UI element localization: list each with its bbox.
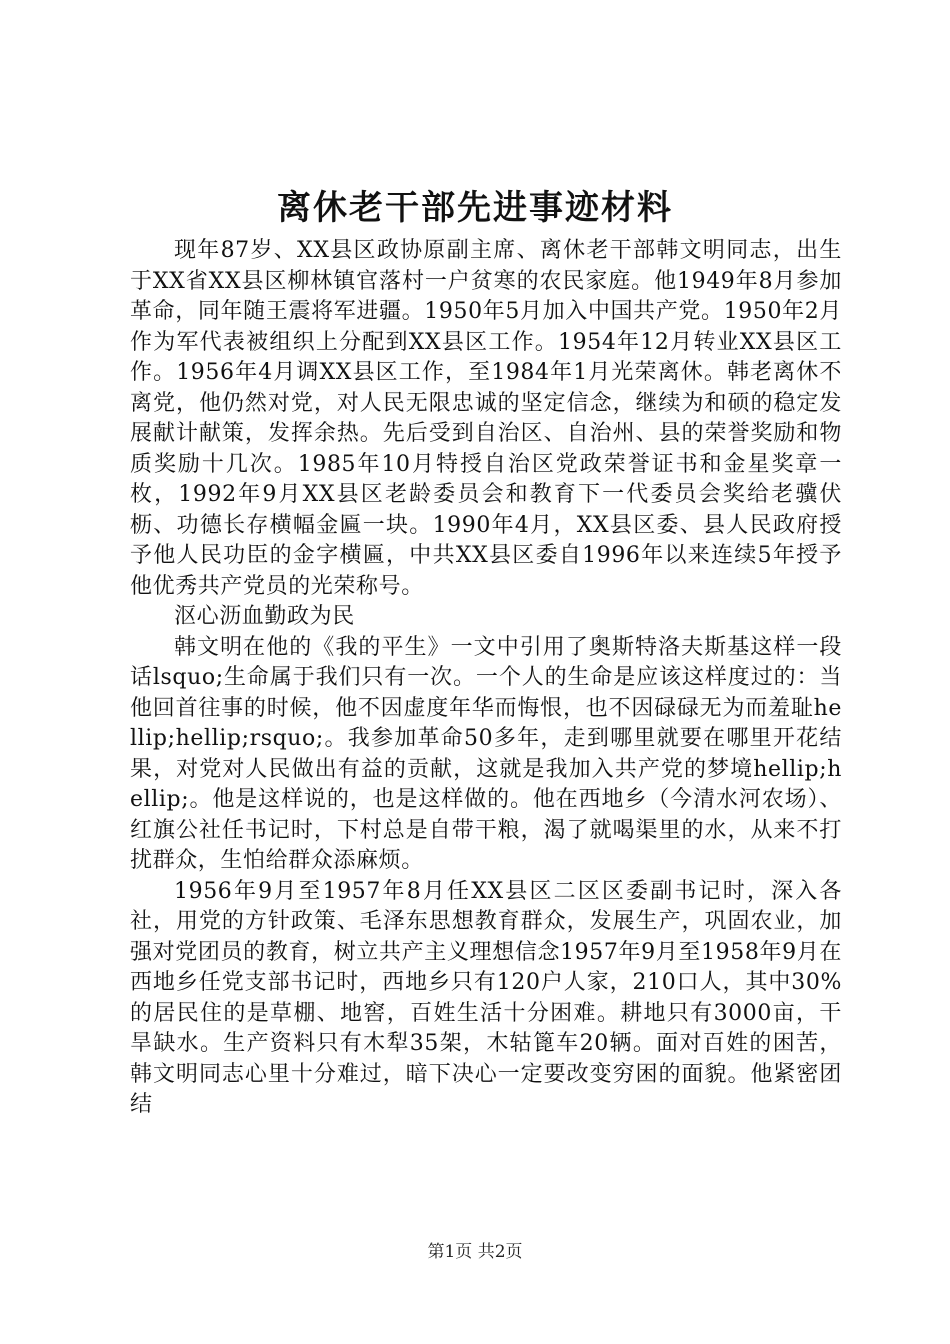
paragraph-intro: 现年87岁、XX县区政协原副主席、离休老干部韩文明同志，出生于XX省XX县区柳林镇官落村一户贫寒的农民家庭。他1949年8月参加革命，同年随王震将军进疆。1950年5月加入中国共产党。1950年2月作为军代表被组织上分配到XX县区工作。1954年12月转业XX县区工作。1956年4月调XX县区工作，至1984年1月光荣离休。韩老离休不离党，他仍然对党，对人民无限忠诚的坚定信念，继续为和硕的稳定发展献计献策，发挥余热。先后受到自治区、自治州、县的荣誉奖励和物质奖励十几次。1985年10月特授自治区党政荣誉证书和金星奖章一枚，1992年9月XX县区老龄委员会和教育下一代委员会奖给老骥伏枥、功德长存横幅金匾一块。1990年4月，XX县区委、县人民政府授予他人民功臣的金字横匾，中共XX县区委自1996年以来连续5年授予他优秀共产党员的光荣称号。 (130, 238, 842, 599)
paragraph-quote: 韩文明在他的《我的平生》一文中引用了奥斯特洛夫斯基这样一段话lsquo;生命属于我们只有一次。一个人的生命是应该这样度过的：当他回首往事的时候，他不因虚度年华而悔恨，也不因碌碌无为而羞耻hellip;hellip;rsquo;。我参加革命50多年，走到哪里就要在哪里开花结果，对党对人民做出有益的贡献，这就是我加入共产党的梦境hellip;hellip;。他是这样说的，也是这样做的。他在西地乡（今清水河农场）、红旗公社任书记时，下村总是自带干粮，渴了就喝渠里的水，从来不打扰群众，生怕给群众添麻烦。 (130, 634, 842, 873)
document-title: 离休老干部先进事迹材料 (277, 188, 673, 228)
page-number: 第1页 共2页 (427, 1242, 523, 1262)
section-heading: 沤心沥血勤政为民 (174, 604, 355, 629)
document-body (130, 236, 842, 1121)
paragraph-history: 1956年9月至1957年8月任XX县区二区区委副书记时，深入各社，用党的方针政策、毛泽东思想教育群众，发展生产，巩固农业，加强对党团员的教育，树立共产主义理想信念1957年9月至1958年9月在西地乡任党支部书记时，西地乡只有120户人家，210口人，其中30%的居民住的是草棚、地窖，百姓生活十分困难。耕地只有3000亩，干旱缺水。生产资料只有木犁35架，木轱篦车20辆。面对百姓的困苦，韩文明同志心里十分难过，暗下决心一定要改变穷困的面貌。他紧密团结 (130, 878, 842, 1117)
